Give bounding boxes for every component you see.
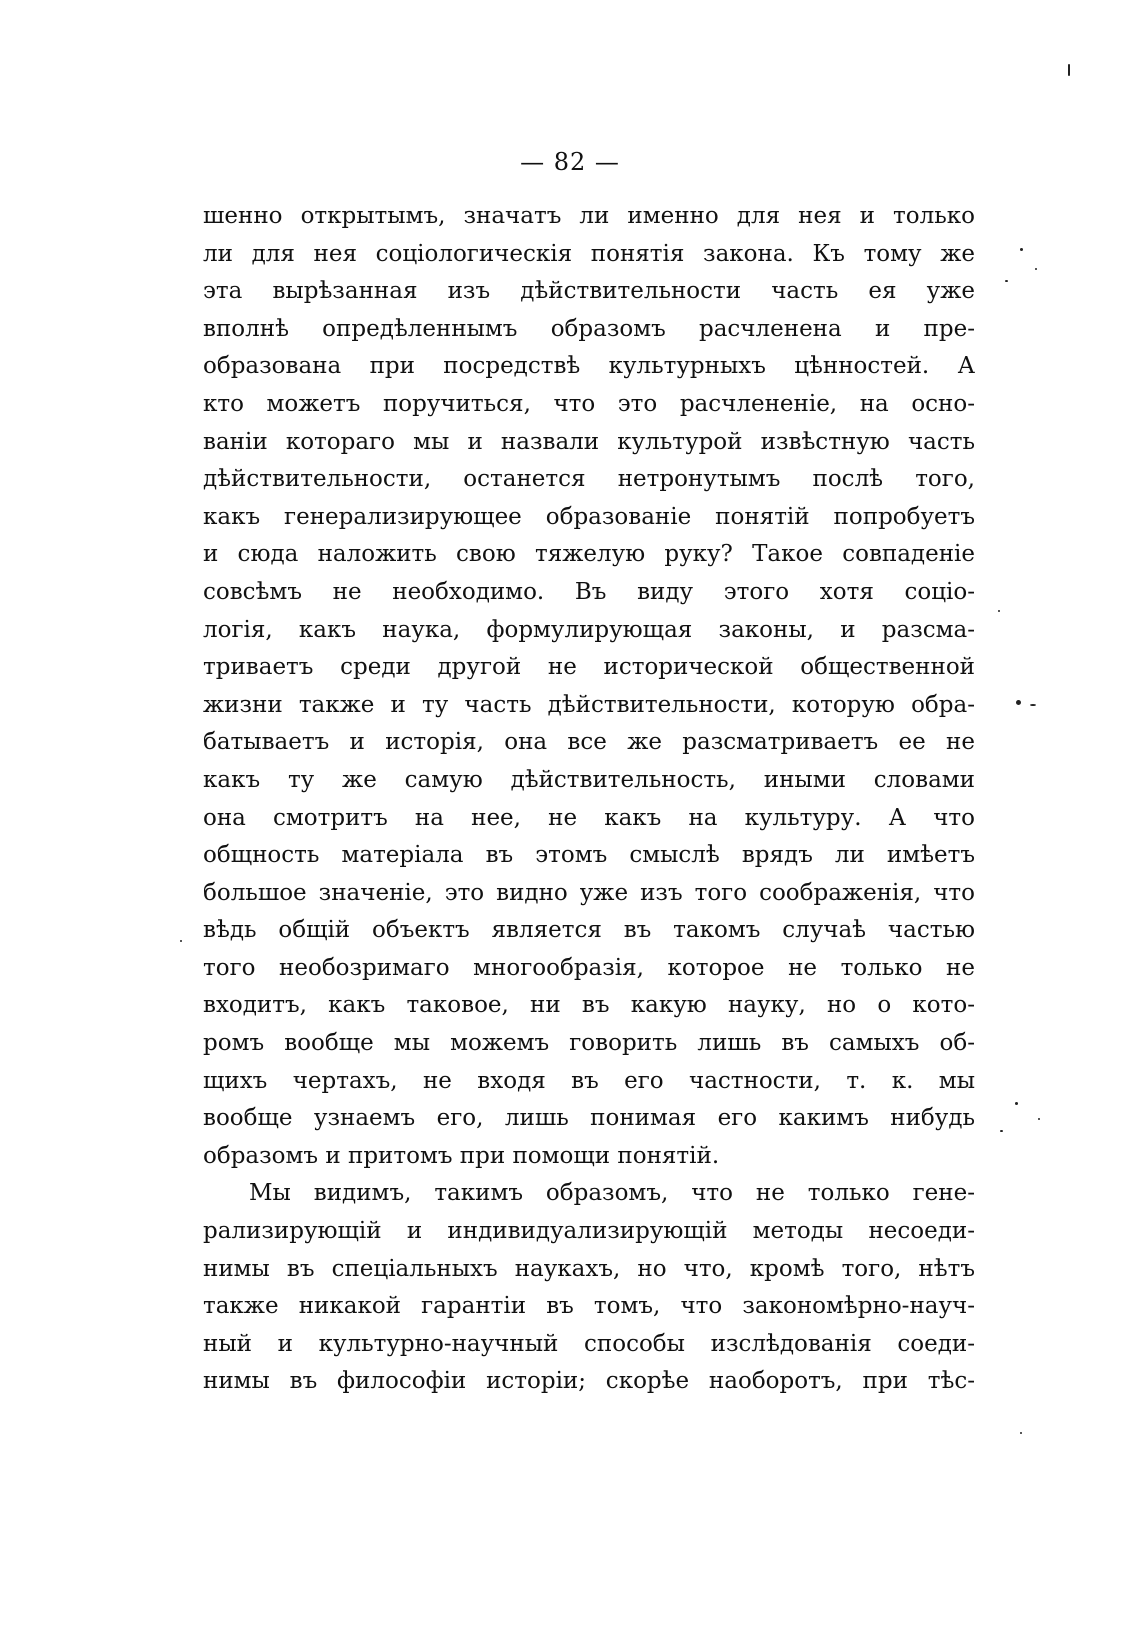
text-line: шенно открытымъ, значатъ ли именно для нея и только <box>203 203 975 229</box>
text-line: совсѣмъ не необходимо. Въ виду этого хотя соціо- <box>203 578 975 605</box>
scan-speck <box>1005 280 1008 282</box>
text-line: дѣйствительности, останется нетронутымъ послѣ того, <box>203 466 975 493</box>
scan-speck <box>1000 1130 1003 1132</box>
scan-speck <box>1030 704 1036 706</box>
text-line: триваетъ среди другой не исторической общественной <box>203 654 975 681</box>
text-line: ный и культурно-научный способы изслѣдованія соеди- <box>203 1330 975 1357</box>
text-line: батываетъ и исторія, она все же разсматриваетъ ее не <box>203 729 975 756</box>
scan-speck <box>1038 1118 1040 1120</box>
text-line: эта вырѣзанная изъ дѣйствительности часть ея уже <box>203 278 975 305</box>
text-line: кто можетъ поручиться, что это расчлененіе, на осно- <box>203 390 975 417</box>
text-line: нимы въ спеціальныхъ наукахъ, но что, кромѣ того, нѣтъ <box>203 1255 975 1282</box>
scan-speck <box>998 610 1000 612</box>
text-line: входитъ, какъ таковое, ни въ какую науку, но о кото- <box>203 992 975 1019</box>
text-line: ромъ вообще мы можемъ говорить лишь въ самыхъ об- <box>203 1030 975 1057</box>
text-line: и сюда наложить свою тяжелую руку? Такое совпаденіе <box>203 541 975 568</box>
text-line: вѣдь общій объектъ является въ такомъ случаѣ частью <box>203 917 975 944</box>
scan-speck <box>1068 64 1070 76</box>
text-line: вообще узнаемъ его, лишь понимая его какимъ нибудь <box>203 1105 975 1132</box>
page-number: — 82 — <box>520 148 620 176</box>
text-line: того необозримаго многообразія, которое не только не <box>203 954 975 981</box>
text-line: логія, какъ наука, формулирующая законы, и разсма- <box>203 616 975 643</box>
scan-speck <box>180 940 182 942</box>
paragraph-last-line: образомъ и притомъ при помощи понятій. <box>203 1142 720 1169</box>
text-line: щихъ чертахъ, не входя въ его частности, т. к. мы <box>203 1067 975 1094</box>
paragraph-first-line: Мы видимъ, такимъ образомъ, что не только гене- <box>249 1180 975 1207</box>
text-line: также никакой гарантіи въ томъ, что закономѣрно-науч- <box>203 1293 975 1320</box>
body-text <box>203 198 975 1401</box>
text-line: ваніи котораго мы и назвали культурой извѣстную часть <box>203 428 975 455</box>
text-line: вполнѣ опредѣленнымъ образомъ расчленена и пре- <box>203 315 975 342</box>
text-line: какъ ту же самую дѣйствительность, иными словами <box>203 766 975 793</box>
text-line: нимы въ философіи исторіи; скорѣе наоборотъ, при тѣс- <box>203 1368 975 1395</box>
scan-speck <box>1020 1432 1022 1434</box>
text-line: рализирующій и индивидуализирующій методы несоеди- <box>203 1218 975 1245</box>
text-line: жизни также и ту часть дѣйствительности, которую обра- <box>203 691 975 718</box>
text-line: образована при посредствѣ культурныхъ цѣнностей. А <box>203 353 975 380</box>
scan-speck <box>1016 700 1021 705</box>
text-line: большое значеніе, это видно уже изъ того соображенія, что <box>203 879 975 906</box>
text-line: она смотритъ на нее, не какъ на культуру. А что <box>203 804 975 831</box>
scan-speck <box>1015 1102 1018 1105</box>
scan-speck <box>1035 268 1037 270</box>
text-line: ли для нея соціологическія понятія закона. Къ тому же <box>203 240 975 267</box>
text-line: какъ генерализирующее образованіе понятій попробуетъ <box>203 503 975 530</box>
scan-speck <box>1020 248 1023 251</box>
text-line: общность матеріала въ этомъ смыслѣ врядъ ли имѣетъ <box>203 842 975 869</box>
